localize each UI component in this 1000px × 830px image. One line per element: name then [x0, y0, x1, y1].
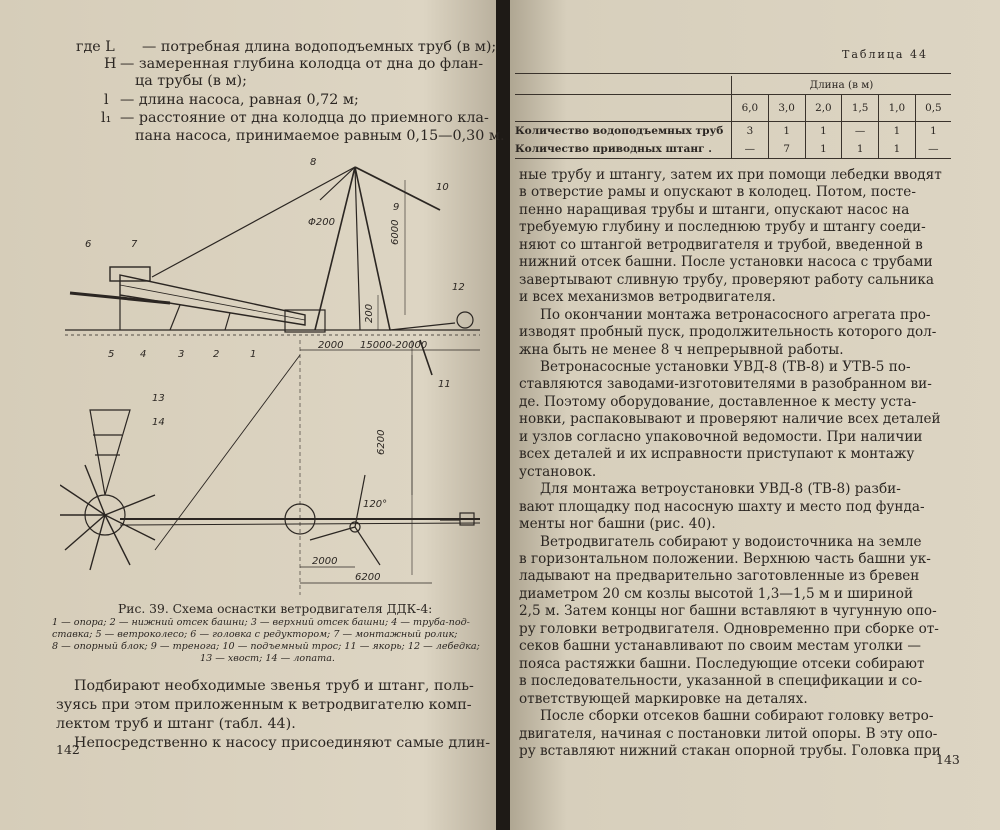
figure-caption: Рис. 39. Схема оснастки ветродвигателя ДДК-4: — [118, 602, 433, 616]
table-cell: — — [928, 143, 939, 155]
text-line: пояса растяжки башни. Последующие отсеки собирают — [519, 655, 925, 672]
text-line: диаметром 20 см козлы высотой 1,3—1,5 м и шириной — [519, 585, 913, 602]
text-line: нижний отсек башни. После установки насоса с трубами — [519, 254, 933, 271]
table-cell: 1 — [768, 122, 805, 141]
text-line: жна быть не менее 8 ч непрерывной работы. — [519, 341, 844, 358]
fig-label-1: 1 — [250, 349, 257, 360]
text-line: ру головки ветродвигателя. Одновременно при сборке от- — [519, 620, 939, 637]
text-line: де. Поэтому оборудование, доставленное к месту уста- — [519, 393, 917, 410]
text-line: Ветродвигатель собирают у водоисточника на земле — [540, 533, 922, 550]
dim-angle-120: 120° — [363, 499, 388, 510]
table-cell: 1 — [930, 125, 937, 137]
fig-label-7: 7 — [131, 239, 138, 250]
table-col-header: 0,5 — [915, 95, 951, 122]
winch — [457, 312, 473, 328]
text-line: секов башни устанавливают по своим местам уголки — — [519, 638, 921, 655]
text-line: 2,5 м. Затем концы ног башни вставляют в чугунную опо- — [519, 603, 937, 620]
table-row-label: Количество водоподъемных труб — [515, 122, 732, 141]
fig-label-4: 4 — [140, 349, 147, 360]
text-line: завертывают сливную трубу, проверяют работу сальника — [519, 271, 935, 288]
def-text-l1-cont: пана насоса, принимаемое равным 0,15—0,30 м. — [135, 128, 505, 144]
table-row — [515, 122, 951, 141]
def-sym-H: H — [104, 56, 117, 72]
tripod-leg — [315, 167, 355, 330]
fig-label-2: 2 — [213, 349, 220, 360]
fig-label-14: 14 — [152, 417, 165, 428]
fig-label-13: 13 — [152, 393, 165, 404]
fig-label-9: 9 — [393, 202, 400, 213]
def-text-L: — потребная длина водоподъемных труб (в м); — [142, 39, 497, 55]
table-row-label: Количество приводных штанг . — [515, 140, 732, 159]
dim-2000-bottom: 2000 — [312, 556, 338, 567]
dim-200: 200 — [364, 303, 375, 323]
text-line: пенно наращивая трубы и штанги, опускают насос на — [519, 201, 910, 218]
fig-label-5: 5 — [108, 349, 115, 360]
text-line: ответствующей маркировке на деталях. — [519, 690, 808, 707]
table-row — [515, 140, 951, 159]
table-corner — [515, 76, 732, 95]
text-line: ные трубу и штангу, затем их при помощи лебедки вводят — [519, 167, 942, 183]
fig-label-6: 6 — [85, 239, 92, 250]
table-cell: — — [732, 140, 769, 159]
figure-39-diagram — [60, 155, 490, 595]
text-line: и узлов согласно упаковочной ведомости. При наличии — [519, 428, 923, 445]
text-line: в последовательности, указанной в спецификации и со- — [519, 673, 923, 690]
text-line: Непосредственно к насосу присоединяют самые длин- — [74, 735, 491, 751]
text-line: требуемую глубину и последнюю трубу и штангу соеди- — [519, 219, 926, 236]
text-line: ладывают на предварительно заготовленные из бревен — [519, 568, 920, 585]
table-cell: 1 — [842, 140, 879, 159]
def-text-H-cont: ца трубы (в м); — [135, 73, 247, 89]
dim-15000-20000: 15000-20000 — [360, 340, 428, 351]
text-line: установок. — [519, 463, 597, 480]
table-top-rule — [515, 73, 951, 74]
table-title: Таблица 44 — [842, 48, 928, 61]
fig-label-8: 8 — [310, 157, 317, 168]
book-gutter — [496, 0, 510, 830]
table-col-header: 1,0 — [879, 95, 916, 122]
text-line: ставляются заводами-изготовителями в разобранном ви- — [519, 376, 932, 393]
text-line: По окончании монтажа ветронасосного агрегата про- — [540, 306, 931, 323]
legend-line: 1 — опора; 2 — нижний отсек башни; 3 — верхний отсек башни; 4 — труба-под- — [52, 617, 470, 628]
text-line: лектом труб и штанг (табл. 44). — [56, 716, 296, 732]
dim-2000-top: 2000 — [318, 340, 344, 351]
table-cell: 3 — [732, 122, 769, 141]
legend-line: 8 — опорный блок; 9 — тренога; 10 — подъемный трос; 11 — якорь; 12 — лебедка; — [52, 641, 480, 652]
page-number-right: 143 — [936, 752, 960, 767]
table-cell: — — [842, 122, 879, 141]
fig-label-10: 10 — [436, 182, 449, 193]
fig-label-12: 12 — [452, 282, 465, 293]
text-line: зуясь при этом приложенным к ветродвигателю комп- — [56, 697, 472, 713]
def-sym-l1: l₁ — [101, 110, 112, 126]
page-number-left: 142 — [56, 742, 80, 757]
text-line: изводят пробный пуск, продолжительность которого дол- — [519, 324, 937, 341]
fig-label-11: 11 — [438, 379, 451, 390]
def-text-H: — замеренная глубина колодца от дна до флан- — [120, 56, 484, 72]
text-line: двигателя, начиная с постановки литой опоры. В эту опо- — [519, 725, 938, 742]
dim-6200-vertical: 6200 — [376, 429, 387, 455]
def-sym-L: где L — [76, 39, 115, 55]
table-cell: 1 — [805, 122, 842, 141]
text-line: всех деталей и их исправности приступают к монтажу — [519, 446, 915, 463]
text-line: ру вставляют нижний стакан опорной трубы. Головка при — [519, 743, 941, 759]
def-text-l1: — расстояние от дна колодца до приемного кла- — [120, 110, 489, 126]
table-col-header: 6,0 — [732, 95, 769, 122]
table-cell: 1 — [879, 140, 916, 159]
def-sym-l: l — [104, 92, 109, 108]
text-line: После сборки отсеков башни собирают головку ветро- — [540, 708, 934, 725]
table-cell: 1 — [805, 140, 842, 159]
text-line: Ветронасосные установки УВД-8 (ТВ-8) и УТВ-5 по- — [540, 359, 911, 375]
text-line: новки, распаковывают и проверяют наличие всех деталей — [519, 411, 941, 428]
dim-phi200: Φ200 — [308, 217, 335, 228]
table-cell: 7 — [768, 140, 805, 159]
text-line: в отверстие рамы и опускают в колодец. Потом, посте- — [519, 184, 916, 201]
tail-vane — [90, 410, 130, 495]
text-line: и всех механизмов ветродвигателя. — [519, 289, 776, 306]
fig-label-3: 3 — [178, 349, 185, 360]
table-cell: 1 — [879, 122, 916, 141]
dim-6000: 6000 — [390, 219, 401, 245]
dim-6200-horizontal: 6200 — [355, 572, 381, 583]
table-44 — [515, 76, 951, 159]
text-line: в горизонтальном положении. Верхнюю часть башни ук- — [519, 551, 931, 567]
table-col-header: 3,0 — [768, 95, 805, 122]
table-col-header: 1,5 — [842, 95, 879, 122]
text-line: Подбирают необходимые звенья труб и штанг, поль- — [74, 678, 474, 694]
text-line: менты ног башни (рис. 40). — [519, 516, 716, 533]
text-line: Для монтажа ветроустановки УВД-8 (ТВ-8) разби- — [540, 481, 901, 498]
legend-line: 13 — хвост; 14 — лопата. — [200, 653, 335, 664]
legend-line: ставка; 5 — ветроколесо; 6 — головка с редуктором; 7 — монтажный ролик; — [52, 629, 458, 640]
table-group-header: Длина (в м) — [732, 76, 952, 95]
text-line: вают площадку под насосную шахту и место под фунда- — [519, 498, 925, 515]
table-col-header: 2,0 — [805, 95, 842, 122]
text-line: няют со штангой ветродвигателя и трубой, введенной в — [519, 236, 923, 253]
def-text-l: — длина насоса, равная 0,72 м; — [120, 92, 359, 108]
